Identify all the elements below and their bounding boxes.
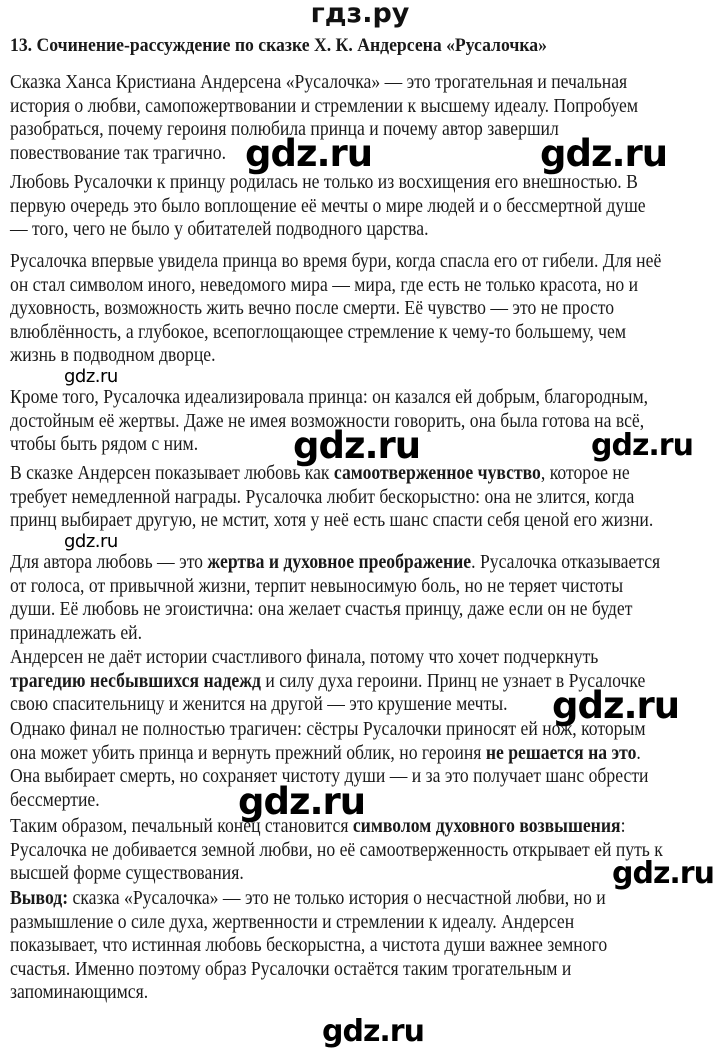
text-line: [10, 250, 661, 274]
text-line: [10, 622, 660, 646]
text-segment: запоминающимся.: [10, 982, 149, 1003]
text-line: [10, 862, 663, 886]
text-segment: размышление о силе духа, жертвенности и стремлении к идеалу. Андерсен: [10, 911, 575, 933]
watermark: gdz.ru: [245, 132, 373, 175]
text-line: [10, 386, 648, 410]
text-segment: Андерсен не даёт истории счастливого финала, потому что хочет подчеркнуть: [10, 647, 599, 668]
text-line: [10, 839, 663, 863]
text-segment: Однако финал не полностью трагичен: сёстры Русалочки приносят ей нож, которым: [10, 719, 646, 740]
text-line: [10, 958, 607, 982]
paragraph: [10, 646, 645, 717]
text-segment: история о любви, самопожертвовании и стремлении к высшему идеалу. Попробуем: [10, 95, 639, 117]
text-line: [10, 934, 607, 958]
text-segment: жизнь в подводном дворце.: [10, 345, 216, 366]
text-segment: Она выбирает смерть, но сохраняет чистоту души — и за это получает шанс обрести: [10, 766, 649, 787]
paragraph: [10, 815, 663, 886]
text-segment: показывает, что истинная любовь бескорыстна, а чистота души важнее земного: [10, 935, 608, 956]
text-line: [10, 911, 607, 935]
text-segment: души. Её любовь не эгоистична: она желает счастья принцу, даже если он не будет: [10, 599, 633, 620]
text-line: [10, 981, 607, 1005]
watermark: gdz.ru: [238, 780, 366, 823]
watermark: gdz.ru: [322, 1014, 424, 1049]
watermark: gdz.ru: [64, 531, 118, 552]
text-segment: повествование так трагично.: [10, 142, 226, 164]
text-segment: сказка «Русалочка» — это не только история о несчастной любви, но и: [68, 888, 606, 909]
text-segment: . Русалочка отказывается: [471, 552, 661, 573]
text-line: [10, 598, 660, 622]
text-line: [10, 274, 661, 298]
text-line: [10, 486, 653, 510]
watermark: gdz.ru: [293, 424, 421, 467]
text-segment: Русалочка впервые увидела принца во время бури, когда спасла его от гибели. Для неё: [10, 251, 662, 272]
text-segment: она может убить принца и вернуть прежний облик, но героиня: [10, 742, 486, 764]
document-title: 13. Сочинение-рассуждение по сказке Х. К. Андерсена «Русалочка»: [10, 35, 547, 56]
text-segment: достойным её жертвы. Даже не имея возможности говорить, она была готова на всё,: [10, 410, 645, 432]
text-segment: первую очередь это было воплощение её мечты о мире людей и о бессмертной душе: [10, 195, 646, 217]
text-segment: принадлежать ей.: [10, 622, 143, 644]
text-segment: разобраться, почему героиня полюбила принца и почему автор завершил: [10, 119, 559, 140]
paragraph: [10, 250, 661, 368]
paragraph: [10, 171, 646, 242]
text-line: [10, 95, 638, 119]
bold-text: трагедию несбывшихся надежд: [10, 670, 261, 692]
site-header-logo: гдз.ру: [310, 0, 410, 29]
watermark: gdz.ru: [612, 856, 714, 891]
text-segment: он стал символом иного, неведомого мира — мира, где есть не только красота, но и: [10, 274, 639, 296]
text-line: [10, 670, 645, 694]
text-segment: счастья. Именно поэтому образ Русалочки остаётся таким трогательным и: [10, 958, 572, 980]
text-segment: Сказка Ханса Кристиана Андерсена «Русалочка» — это трогательная и печальная: [10, 72, 628, 93]
text-segment: В сказке Андерсен показывает любовь как: [10, 463, 334, 484]
text-line: [10, 344, 661, 368]
bold-text: жертва и духовное преображение: [207, 552, 472, 573]
text-line: [10, 321, 661, 345]
text-segment: духовность, возможность жить вечно после смерти. Её чувство — это не просто: [10, 298, 615, 319]
text-segment: от голоса, от привычной жизни, терпит невыносимую боль, но не теряет чистоты: [10, 575, 624, 597]
text-line: [10, 551, 660, 575]
text-segment: принц выбирает другую, не мстит, хотя у неё есть шанс спасти себя ценой его жизни.: [10, 510, 654, 531]
text-segment: бессмертие.: [10, 789, 100, 811]
watermark: gdz.ru: [591, 428, 693, 463]
bold-text: символом духовного возвышения: [352, 816, 621, 837]
bold-text: Вывод:: [10, 888, 69, 909]
text-segment: Для автора любовь — это: [10, 552, 208, 573]
bold-text: не решается на это: [485, 742, 637, 764]
watermark: gdz.ru: [64, 366, 118, 387]
paragraph: [10, 551, 660, 645]
watermark: gdz.ru: [540, 132, 668, 175]
text-segment: требует немедленной награды. Русалочка любит бескорыстно: она не злится, когда: [10, 486, 635, 508]
text-line: [10, 297, 661, 321]
watermark: gdz.ru: [552, 684, 680, 727]
text-segment: влюблённость, а глубокое, всепоглощающее стремление к чему-то большему, чем: [10, 321, 627, 343]
text-segment: Русалочка не добивается земной любви, но её самоотверженность открывает ей путь к: [10, 839, 663, 861]
text-line: [10, 509, 653, 533]
text-line: [10, 575, 660, 599]
text-segment: :: [620, 816, 626, 837]
text-segment: Кроме того, Русалочка идеализировала принца: он казался ей добрым, благородным,: [10, 387, 649, 408]
text-line: [10, 195, 646, 219]
text-line: [10, 71, 638, 95]
text-line: [10, 742, 649, 766]
text-segment: высшей форме существования.: [10, 863, 244, 884]
text-segment: чтобы быть рядом с ним.: [10, 434, 199, 455]
text-segment: — того, чего не было у обитателей подводного царства.: [10, 219, 429, 240]
paragraph: [10, 887, 607, 1005]
text-segment: , которое не: [540, 463, 630, 484]
bold-text: самоотверженное чувство: [333, 463, 541, 484]
text-segment: свою спасительницу и женится на другой — это крушение мечты.: [10, 694, 508, 715]
text-segment: Любовь Русалочки к принцу родилась не только из восхищения его внешностью. В: [10, 172, 638, 193]
text-segment: .: [636, 742, 641, 764]
text-segment: Таким образом, печальный конец становится: [10, 816, 353, 837]
text-segment: и силу духа героини. Принц не узнает в Русалочке: [260, 670, 646, 692]
text-line: [10, 646, 645, 670]
paragraph: [10, 462, 653, 533]
text-line: [10, 887, 607, 911]
text-line: [10, 693, 645, 717]
text-line: [10, 218, 646, 242]
